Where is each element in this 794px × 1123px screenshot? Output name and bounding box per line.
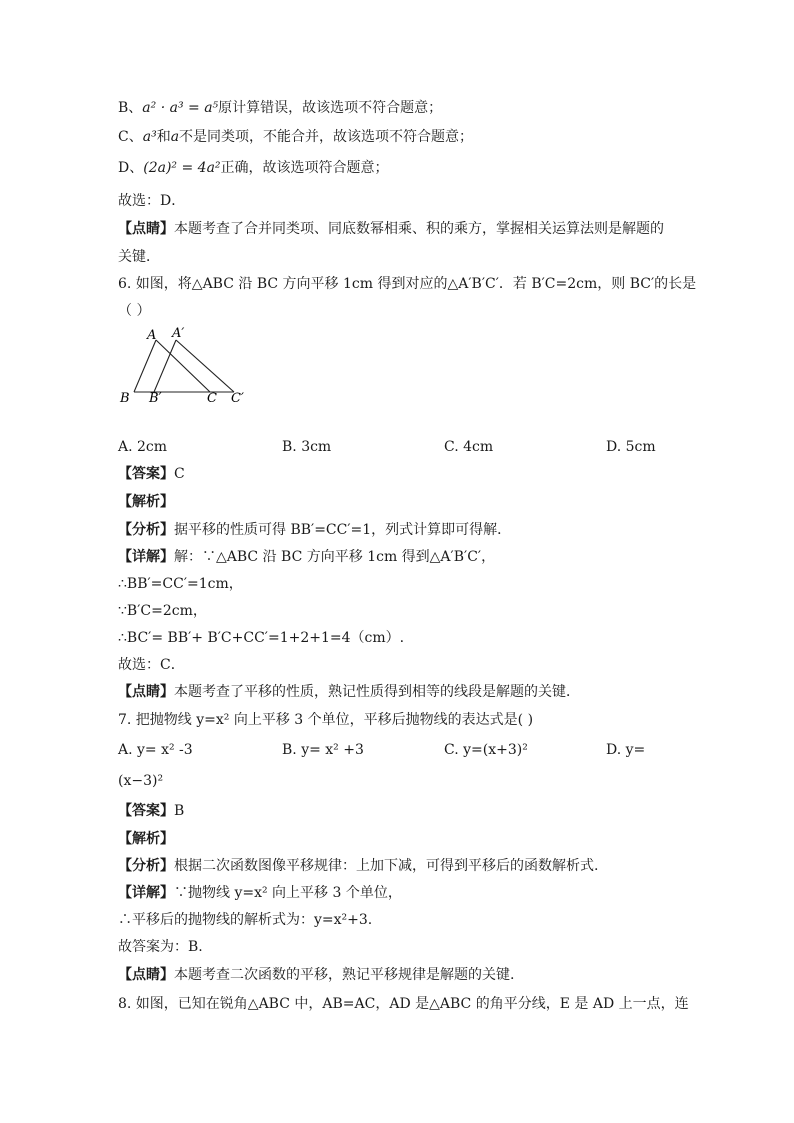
q7-option-d-cont: (x−3)²	[118, 773, 164, 789]
option-text: 原计算错误，故该选项不符合题意；	[218, 100, 443, 116]
detail-text: 解：∵△ABC 沿 BC 方向平移 1cm 得到△A′B′C′，	[174, 549, 496, 565]
section-tag: 【详解】	[118, 549, 174, 565]
option-text: 不是同类项，不能合并，故该选项不符合题意；	[179, 129, 474, 145]
q6-stem-paren: （ ）	[118, 303, 151, 319]
section-tag: 【答案】	[118, 466, 174, 482]
math-expression: (2a)² = 4a²	[143, 160, 221, 176]
label-a: A	[147, 328, 157, 343]
math-expression: a	[170, 129, 180, 145]
q7-stem: 7. 把抛物线 y=x² 向上平移 3 个单位，平移后抛物线的表达式是( )	[118, 712, 534, 728]
segment-ac	[156, 340, 210, 392]
q6-option-d: D. 5cm	[606, 439, 656, 455]
q6-option-c: C. 4cm	[444, 439, 494, 455]
q7-option-a: A. y= x² -3	[118, 742, 193, 758]
q7-comment	[118, 965, 514, 985]
q6-option-a: A. 2cm	[118, 439, 168, 455]
q8-stem: 8. 如图，已知在锐角△ABC 中，AB=AC，AD 是△ABC 的角平分线，E 是 AD 上一点，连	[118, 996, 689, 1012]
fenxi-text: 据平移的性质可得 BB′=CC′=1，列式计算即可得解．	[174, 522, 512, 538]
q6-detail-3: ∵B′C=2cm，	[118, 603, 207, 619]
label-b-prime: B′	[149, 391, 162, 406]
q7-option-d: D. y=	[606, 742, 646, 758]
q6-detail-4: ∴BC′= BB′+ B′C+CC′=1+2+1=4（cm）.	[118, 630, 405, 646]
q5-option-c	[118, 127, 473, 147]
section-tag: 【点睛】	[118, 221, 174, 237]
q6-option-b: B. 3cm	[282, 439, 332, 455]
q6-comment	[118, 682, 580, 702]
segment-a-prime-b-prime	[154, 340, 176, 392]
option-text: 正确，故该选项符合题意；	[220, 160, 389, 176]
q6-answer	[118, 464, 185, 484]
option-text: 和	[156, 129, 171, 145]
q7-option-b: B. y= x² +3	[282, 742, 364, 758]
math-expression: a³	[142, 129, 157, 145]
section-tag: 【分析】	[118, 858, 174, 874]
q7-choice: 故答案为：B.	[118, 939, 203, 955]
q7-option-c: C. y=(x+3)²	[444, 742, 528, 758]
section-tag: 【答案】	[118, 803, 174, 819]
q5-comment	[118, 219, 664, 239]
option-prefix: B、	[118, 100, 143, 116]
section-tag: 【点睛】	[118, 967, 174, 983]
q7-fenxi	[118, 856, 598, 876]
answer-value: B	[174, 803, 185, 819]
q5-choice: 故选：D．	[118, 193, 186, 209]
q7-analysis-tag: 【解析】	[118, 831, 174, 847]
label-a-prime: A′	[172, 326, 185, 341]
q6-analysis-tag: 【解析】	[118, 494, 174, 510]
label-c: C	[207, 391, 217, 406]
q6-fenxi	[118, 520, 511, 540]
q6-stem: 6. 如图，将△ABC 沿 BC 方向平移 1cm 得到对应的△A′B′C′．若 B′C=2cm，则 BC′的长是	[118, 276, 697, 292]
section-tag: 【分析】	[118, 522, 174, 538]
answer-value: C	[174, 466, 185, 482]
q6-triangle-figure	[116, 324, 256, 408]
q5-option-d	[118, 158, 389, 178]
label-b: B	[120, 391, 130, 406]
math-expression: a² · a³ = a⁵	[142, 100, 219, 116]
q7-answer	[118, 801, 184, 821]
fenxi-text: 根据二次函数图像平移规律：上加下减，可得到平移后的函数解析式.	[174, 858, 599, 874]
q5-comment-cont: 关键．	[118, 249, 160, 265]
detail-text: ∵抛物线 y=x² 向上平移 3 个单位，	[174, 885, 402, 901]
option-prefix: D、	[118, 160, 144, 176]
label-c-prime: C′	[231, 391, 244, 406]
q6-choice: 故选：C．	[118, 657, 185, 673]
comment-text: 本题考查了合并同类项、同底数幂相乘、积的乘方，掌握相关运算法则是解题的	[174, 221, 664, 237]
q7-detail-2: ∴平移后的抛物线的解析式为：y=x²+3.	[118, 912, 373, 928]
q7-detail-1	[118, 883, 402, 903]
section-tag: 【详解】	[118, 885, 174, 901]
segment-a-prime-c-prime	[176, 340, 234, 392]
segment-ab	[134, 340, 156, 392]
q6-detail-1	[118, 547, 495, 567]
comment-text: 本题考查二次函数的平移，熟记平移规律是解题的关键.	[174, 967, 515, 983]
q6-detail-2: ∴BB′=CC′=1cm，	[118, 576, 243, 592]
option-prefix: C、	[118, 129, 143, 145]
q5-option-b	[118, 98, 442, 118]
section-tag: 【点睛】	[118, 684, 174, 700]
comment-text: 本题考查了平移的性质，熟记性质得到相等的线段是解题的关键．	[174, 684, 580, 700]
